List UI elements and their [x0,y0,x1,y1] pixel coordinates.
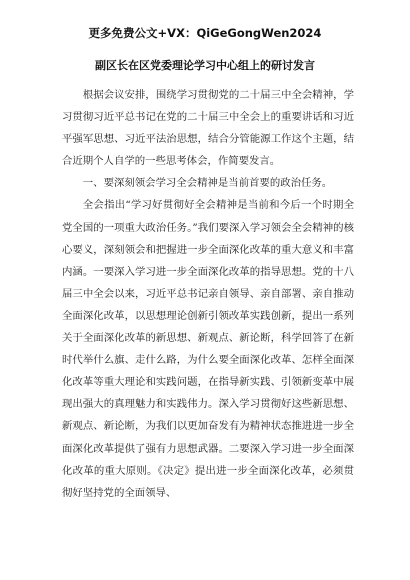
document-body [62,84,354,504]
paragraph: 根据会议安排，围绕学习贯彻党的二十届三中全会精神，学习贯彻习近平总书记在党的二十届三中全会上的重要讲话和习近平强军思想、习近平法治思想，结合分管能源工作这个主题，结合近期个人自学的一些思考体会，作简要发言。 [62,89,354,168]
section-heading: 一、要深刻领会学习全会精神是当前首要的政治任务。 [82,177,333,190]
page-header: 更多免费公文+VX：QiGeGongWen2024 [88,26,322,40]
paragraph: 全会指出“学习好贯彻好全会精神是当前和今后一个时期全党全国的一项重大政治任务。”我们要深入学习领会全会精神的核心要义，深刻领会和把握进一步全面深化改革的重大意义和丰富内涵。一要深入学习进一步全面深化改革的指导思想。党的十八届三中全会以来，习近平总书记亲自领导、亲自部署、亲自推动全面深化改革，以思想理论创新引领改革实践创新，提出一系列关于全面深化改革的新思想、新观点、新论断，科学回答了在新时代举什么旗、走什么路，为什么要全面深化改革、怎样全面深化改革等重大理论和实践问题，在指导新实践、引领新变革中展现出强大的真理魅力和实践伟力。深入学习贯彻好这些新思想、新观点、新论断，为我们以更加奋发有为精神状态推进进一步全面深化改革提供了强有力思想武器。二要深入学习进一步全面深化改革的重大原则。《决定》提出进一步全面深化改革，必须贯彻好坚持党的全面领导、 [62,199,354,499]
document-title: 副区长在区党委理论学习中心组上的研讨发言 [95,59,315,72]
